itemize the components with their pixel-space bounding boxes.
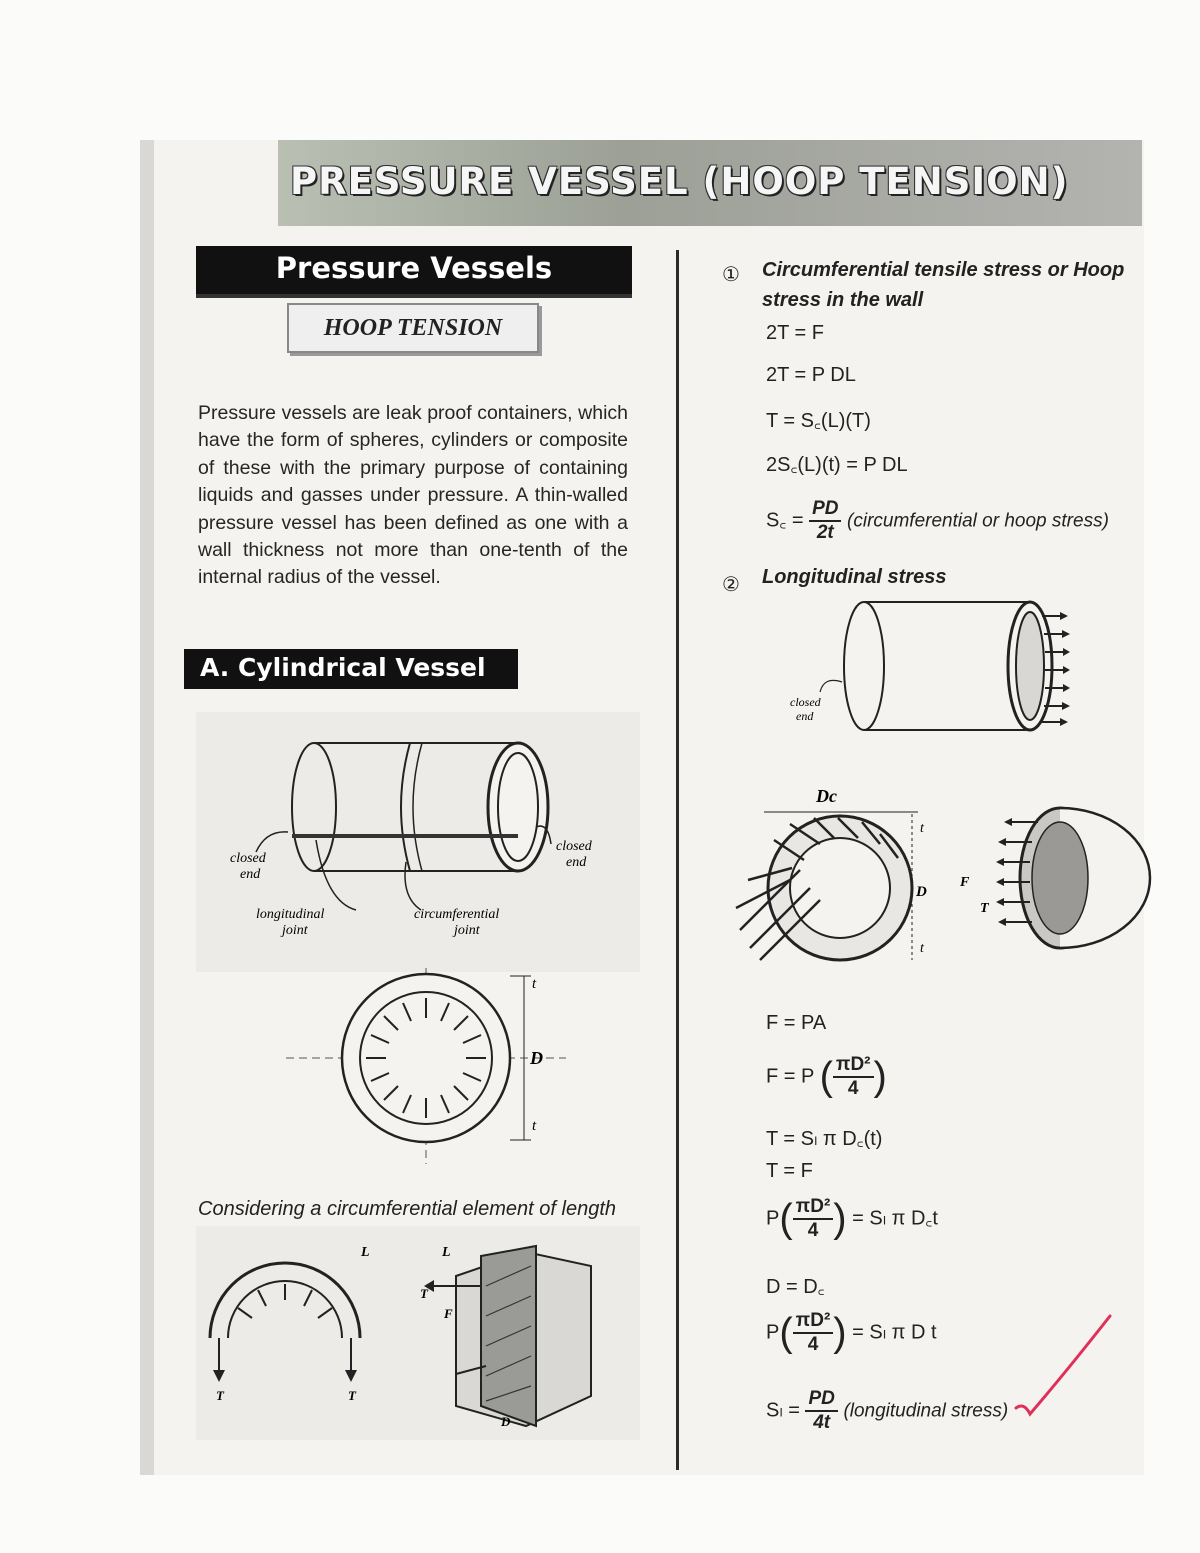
label-t-ring-top: t bbox=[920, 821, 924, 836]
eq7-lhs: P bbox=[766, 1321, 780, 1344]
longitudinal-cylinder-figure bbox=[780, 596, 1070, 746]
eq7-num: πD² bbox=[793, 1310, 834, 1334]
label-F: F bbox=[444, 1306, 453, 1321]
eq-F-num: πD² bbox=[833, 1054, 874, 1078]
section-heading-cylindrical-vessel: A. Cylindrical Vessel bbox=[184, 649, 518, 689]
eq-T-ScLT: T = S꜀(L)(T) bbox=[766, 410, 871, 432]
eq-hoop-stress bbox=[766, 498, 1109, 544]
eq-P-piD2-SL-Dt: P( $\frac{\text{πD²}}{4}$ ) = Sₗ π D t bbox=[766, 1310, 937, 1355]
section-underline bbox=[196, 294, 632, 298]
eq-P-piD2-SL-Dct: P( $\frac{\text{πD²}}{4}$ ) = Sₗ π D꜀t bbox=[766, 1196, 938, 1241]
eq5-lhs: P bbox=[766, 1207, 780, 1230]
eq-2T-F: 2T = F bbox=[766, 322, 824, 344]
label-closed-end-right: closed bbox=[556, 839, 592, 854]
eq-F-fraction bbox=[833, 1054, 874, 1100]
eq5-den: 4 bbox=[807, 1220, 819, 1241]
eq5-num: πD² bbox=[793, 1196, 834, 1220]
label-t-top: t bbox=[532, 976, 537, 992]
eq7-fraction bbox=[793, 1310, 834, 1356]
red-checkmark bbox=[1010, 1310, 1120, 1420]
half-ring-figure bbox=[196, 1226, 640, 1440]
ring-section-figure bbox=[286, 968, 586, 1164]
item2-title: Longitudinal stress bbox=[762, 566, 947, 588]
item2-number: ② bbox=[722, 574, 740, 596]
eq-2ScLt: 2S꜀(L)(t) = P DL bbox=[766, 454, 908, 476]
subsection-hoop-tension: HOOP TENSION bbox=[287, 303, 539, 353]
label-F-sphere: F bbox=[960, 875, 970, 890]
section-heading-pressure-vessels: Pressure Vessels bbox=[196, 246, 632, 294]
label-t-bottom: t bbox=[532, 1118, 537, 1134]
eq7-rhs: = Sₗ π D t bbox=[852, 1321, 937, 1344]
eq-long-fraction bbox=[805, 1388, 837, 1434]
label-closed-end-left: closed bbox=[230, 851, 266, 866]
eq-F-P-piD2: F = P ( $\frac{\text{πD²}}{4}$ ) bbox=[766, 1054, 887, 1099]
label-L2: L bbox=[442, 1245, 451, 1260]
eq-long-note: (longitudinal stress) bbox=[843, 1400, 1009, 1422]
svg-text:joint: joint bbox=[454, 923, 480, 938]
label-closed-end-long: closed bbox=[790, 695, 821, 709]
label-T-sphere: T bbox=[980, 901, 989, 916]
eq-hoop-note: (circumferential or hoop stress) bbox=[847, 510, 1109, 532]
label-circumferential-joint: circumferential bbox=[414, 907, 500, 922]
svg-text:end: end bbox=[566, 855, 587, 870]
eq5-rhs: = Sₗ π D꜀t bbox=[852, 1207, 938, 1230]
eq-long-num: PD bbox=[805, 1388, 837, 1412]
svg-text:end: end bbox=[240, 867, 261, 882]
svg-text:joint: joint bbox=[282, 923, 308, 938]
figure-caption: Considering a circumferential element of length bbox=[198, 1198, 616, 1220]
eq7-den: 4 bbox=[807, 1334, 819, 1355]
svg-text:T: T bbox=[348, 1388, 356, 1403]
label-T: T bbox=[420, 1286, 428, 1301]
eq-longitudinal-stress bbox=[766, 1388, 1008, 1434]
eq-F-den: 4 bbox=[847, 1078, 859, 1099]
eq-D-Dc: D = D꜀ bbox=[766, 1276, 825, 1298]
column-divider bbox=[676, 250, 679, 1470]
eq-2T-PDL: 2T = P DL bbox=[766, 364, 856, 386]
label-t-ring-bottom: t bbox=[920, 941, 924, 956]
cylinder-figure bbox=[196, 712, 640, 972]
eq-T-F: T = F bbox=[766, 1160, 813, 1182]
page-edge bbox=[140, 140, 154, 1475]
item1-number: ① bbox=[722, 264, 740, 286]
svg-text:end: end bbox=[796, 709, 814, 723]
eq-F-lhs: F = P bbox=[766, 1065, 814, 1088]
page-title: PRESSURE VESSEL (HOOP TENSION) bbox=[290, 160, 1069, 203]
eq-F-PA: F = PA bbox=[766, 1012, 827, 1034]
label-D-ring: D bbox=[916, 884, 927, 900]
label-L: L bbox=[361, 1245, 370, 1260]
eq-hoop-num: PD bbox=[809, 498, 841, 522]
label-D3: D bbox=[501, 1414, 511, 1429]
label-D: D bbox=[530, 1048, 543, 1068]
label-longitudinal-joint: longitudinal bbox=[256, 907, 325, 922]
svg-text:T: T bbox=[216, 1388, 224, 1403]
eq-hoop-fraction bbox=[809, 498, 841, 544]
eq5-fraction bbox=[793, 1196, 834, 1242]
eq-T-SL-pi-Dc-t: T = Sₗ π D꜀(t) bbox=[766, 1128, 883, 1150]
label-Dc: Dc bbox=[816, 786, 837, 806]
eq-long-lhs: Sₗ = bbox=[766, 1399, 800, 1422]
eq-hoop-lhs: S꜀ = bbox=[766, 509, 804, 532]
ring-and-sphere-figure bbox=[730, 780, 1160, 980]
eq-long-den: 4t bbox=[813, 1412, 831, 1433]
eq-hoop-den: 2t bbox=[816, 522, 834, 543]
item1-title: Circumferential tensile stress or Hoop stress in the wall bbox=[762, 259, 1125, 311]
intro-paragraph: Pressure vessels are leak proof containers, which have the form of spheres, cylinders or composite of these with the primary purpose of containing liquids and gasses under pressure. A thin-walled pressure vessel has been defined as one with a wall thickness not more than one-tenth of the internal radius of the vessel. bbox=[198, 402, 628, 589]
